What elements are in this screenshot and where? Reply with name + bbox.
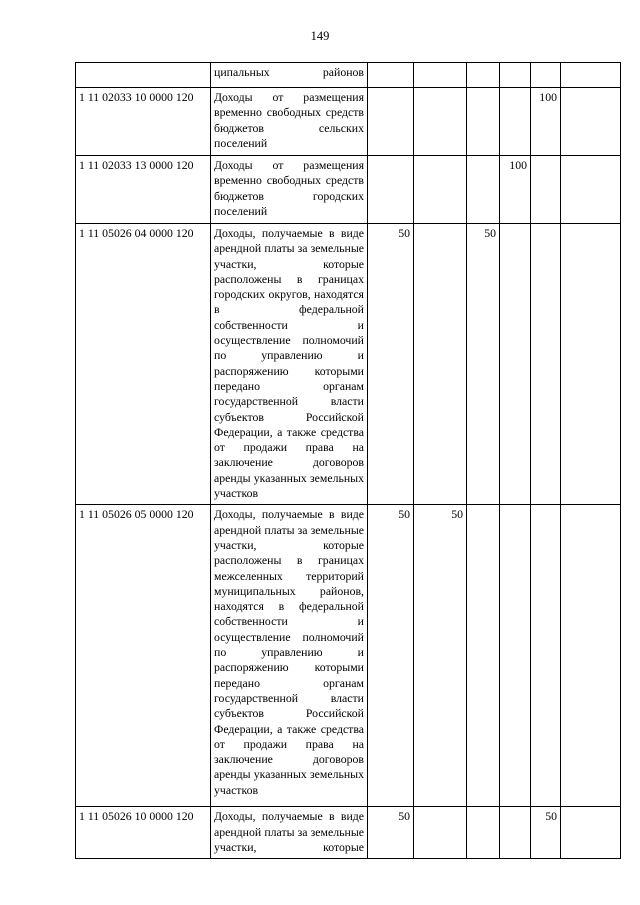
budget-table bbox=[75, 62, 621, 859]
value-cell bbox=[414, 807, 467, 859]
value-cell: 50 bbox=[368, 224, 414, 505]
value-cell bbox=[500, 88, 531, 156]
code-cell: 1 11 05026 05 0000 120 bbox=[76, 505, 211, 807]
value-cell bbox=[500, 63, 531, 88]
value-cell bbox=[467, 807, 500, 859]
value-cell bbox=[531, 63, 561, 88]
value-cell bbox=[467, 88, 500, 156]
value-cell: 50 bbox=[368, 807, 414, 859]
description-text: ципальных районов bbox=[214, 65, 364, 79]
value-cell: 50 bbox=[414, 505, 467, 807]
value-cell bbox=[414, 156, 467, 224]
value-cell bbox=[414, 63, 467, 88]
code-cell: 1 11 05026 10 0000 120 bbox=[76, 807, 211, 859]
code-cell: 1 11 02033 10 0000 120 bbox=[76, 88, 211, 156]
description-cell bbox=[211, 156, 368, 224]
value-cell: 100 bbox=[531, 88, 561, 156]
value-cell bbox=[368, 156, 414, 224]
description-text: Доходы, получаемые в виде арендной платы за земельные участки, которые расположены в границах межселенных территорий муниципальных районов, находятся в федеральной собственности и осуществление полномочий по управлению и распоряжению которыми передано органам государственной власти субъектов Российской Федерации, а также средства от продажи права на заключение договоров аренды указанных земельных участков bbox=[214, 507, 364, 797]
code-cell: 1 11 05026 04 0000 120 bbox=[76, 224, 211, 505]
description-cell bbox=[211, 63, 368, 88]
description-cell bbox=[211, 807, 368, 859]
value-cell bbox=[500, 807, 531, 859]
value-cell bbox=[414, 224, 467, 505]
value-cell bbox=[561, 224, 621, 505]
description-cell bbox=[211, 88, 368, 156]
value-cell bbox=[467, 156, 500, 224]
table-row bbox=[76, 63, 621, 88]
page-number: 149 bbox=[310, 29, 330, 43]
description-text: Доходы от размещения временно свободных средств бюджетов городских поселений bbox=[214, 158, 364, 218]
description-cell bbox=[211, 505, 368, 807]
description-text: Доходы, получаемые в виде арендной платы за земельные участки, которые расположены в границах городских округов, находятся в федеральной собственности и осуществление полномочий по управлению и распоряжению которыми передано органам государственной власти субъектов Российской Федерации, а также средства от продажи права на заключение договоров аренды указанных земельных участков bbox=[214, 226, 364, 501]
table-row bbox=[76, 88, 621, 156]
value-cell bbox=[467, 505, 500, 807]
code-cell: 1 11 02033 13 0000 120 bbox=[76, 156, 211, 224]
value-cell bbox=[561, 505, 621, 807]
value-cell bbox=[531, 156, 561, 224]
code-cell bbox=[76, 63, 211, 88]
description-text: Доходы, получаемые в виде арендной платы за земельные участки, которые bbox=[214, 809, 364, 854]
value-cell bbox=[500, 224, 531, 505]
value-cell bbox=[368, 63, 414, 88]
table-row bbox=[76, 156, 621, 224]
description-text: Доходы от размещения временно свободных средств бюджетов сельских поселений bbox=[214, 90, 364, 150]
table-row bbox=[76, 505, 621, 807]
value-cell: 100 bbox=[500, 156, 531, 224]
value-cell bbox=[561, 807, 621, 859]
description-cell bbox=[211, 224, 368, 505]
value-cell bbox=[531, 224, 561, 505]
value-cell bbox=[467, 63, 500, 88]
table-row bbox=[76, 807, 621, 859]
value-cell bbox=[414, 88, 467, 156]
table-row bbox=[76, 224, 621, 505]
value-cell: 50 bbox=[467, 224, 500, 505]
value-cell bbox=[368, 88, 414, 156]
value-cell bbox=[561, 63, 621, 88]
value-cell: 50 bbox=[368, 505, 414, 807]
value-cell bbox=[561, 156, 621, 224]
value-cell bbox=[500, 505, 531, 807]
value-cell bbox=[561, 88, 621, 156]
value-cell: 50 bbox=[531, 807, 561, 859]
value-cell bbox=[531, 505, 561, 807]
